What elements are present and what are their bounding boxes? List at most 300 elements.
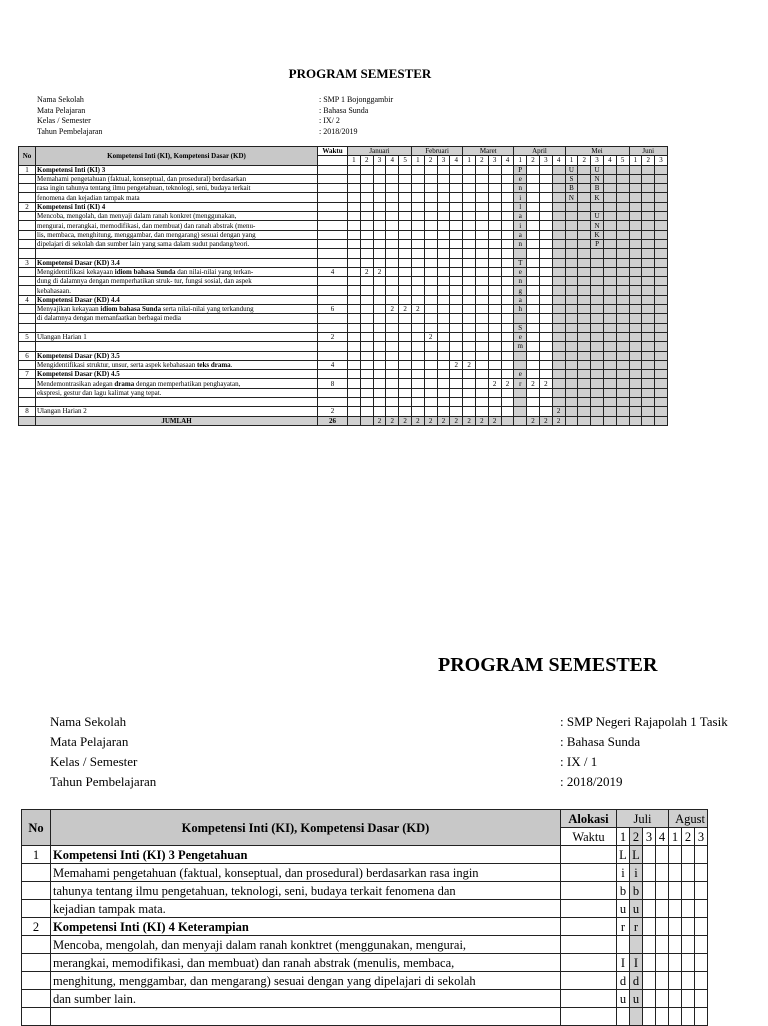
- week-cell: [360, 416, 373, 425]
- row-text: [51, 1008, 561, 1026]
- week-cell: [450, 193, 463, 202]
- week-cell: [552, 314, 565, 323]
- week-cell: m: [514, 342, 527, 351]
- week-cell: [399, 332, 412, 341]
- week-cell: N: [591, 221, 604, 230]
- row-waktu: [318, 277, 348, 286]
- row-waktu: [318, 286, 348, 295]
- week-cell: [603, 351, 616, 360]
- week-cell: b: [617, 882, 630, 900]
- week-cell: [642, 360, 655, 369]
- week-cell: [399, 370, 412, 379]
- week-cell: [488, 305, 501, 314]
- week-cell: [463, 267, 476, 276]
- week-cell: [578, 332, 591, 341]
- header-waktu-blank: [318, 156, 348, 165]
- meta-row: [50, 712, 728, 732]
- meta-value: : Bahasa Sunda: [319, 105, 369, 115]
- week-cell: [578, 267, 591, 276]
- text-pre: Mendemontrasikan adegan: [37, 379, 115, 388]
- row-text: lis, membaca, menghitung, menggambar, dan mengarang) sesuai dengan yang: [36, 230, 318, 239]
- week-cell: [373, 370, 386, 379]
- doc2-table: [21, 809, 708, 1026]
- week-number: 4: [386, 156, 399, 165]
- week-cell: [348, 332, 361, 341]
- week-cell: [578, 212, 591, 221]
- week-cell: [386, 360, 399, 369]
- week-number: 5: [399, 156, 412, 165]
- week-cell: [527, 323, 540, 332]
- week-cell: [411, 370, 424, 379]
- week-cell: [565, 351, 578, 360]
- table-row: [19, 295, 668, 304]
- row-waktu: [318, 323, 348, 332]
- week-cell: [565, 295, 578, 304]
- week-cell: [629, 388, 642, 397]
- row-no: [19, 221, 36, 230]
- week-cell: [629, 258, 642, 267]
- week-cell: [616, 398, 629, 407]
- week-cell: [539, 193, 552, 202]
- week-cell: [656, 1008, 669, 1026]
- table-row: [19, 267, 668, 276]
- meta-value: : 2018/2019: [560, 774, 623, 789]
- week-cell: [348, 258, 361, 267]
- week-cell: [642, 407, 655, 416]
- week-number: 3: [655, 156, 668, 165]
- week-cell: [411, 193, 424, 202]
- week-cell: a: [514, 230, 527, 239]
- week-cell: [348, 267, 361, 276]
- week-cell: [552, 351, 565, 360]
- meta-label: Kelas / Semester: [37, 116, 91, 125]
- week-cell: [411, 212, 424, 221]
- week-cell: [475, 184, 488, 193]
- week-cell: [424, 239, 437, 248]
- week-cell: [424, 165, 437, 174]
- week-cell: [399, 202, 412, 211]
- week-cell: [616, 314, 629, 323]
- week-cell: B: [591, 184, 604, 193]
- week-cell: [475, 370, 488, 379]
- week-cell: [488, 351, 501, 360]
- week-cell: d: [617, 972, 630, 990]
- week-cell: [514, 351, 527, 360]
- row-waktu: [318, 314, 348, 323]
- week-number: 1: [669, 828, 682, 846]
- week-cell: [629, 314, 642, 323]
- week-cell: L: [630, 846, 643, 864]
- week-cell: [348, 342, 361, 351]
- week-cell: [360, 360, 373, 369]
- week-cell: [360, 165, 373, 174]
- week-cell: 2: [411, 305, 424, 314]
- week-cell: [475, 314, 488, 323]
- table-row: [19, 202, 668, 211]
- week-cell: [616, 305, 629, 314]
- week-cell: [450, 258, 463, 267]
- row-waktu: [318, 370, 348, 379]
- row-text: kejadian tampak mata.: [51, 900, 561, 918]
- row-text: Kompetensi Inti (KI) 3 Pengetahuan: [51, 846, 561, 864]
- week-cell: [348, 323, 361, 332]
- week-cell: [578, 174, 591, 183]
- week-cell: [629, 239, 642, 248]
- week-cell: [539, 221, 552, 230]
- meta-label: Tahun Pembelajaran: [50, 774, 157, 789]
- week-cell: [488, 184, 501, 193]
- header-kompetensi: Kompetensi Inti (KI), Kompetensi Dasar (KD): [51, 810, 561, 846]
- week-cell: [424, 305, 437, 314]
- week-cell: l: [514, 202, 527, 211]
- week-cell: [616, 360, 629, 369]
- week-cell: [695, 846, 708, 864]
- row-no: [19, 388, 36, 397]
- week-cell: [463, 398, 476, 407]
- row-text: Kompetensi Dasar (KD) 3.4: [36, 258, 318, 267]
- week-number: 3: [695, 828, 708, 846]
- week-number: 1: [629, 156, 642, 165]
- week-cell: [578, 286, 591, 295]
- row-waktu: 4: [318, 267, 348, 276]
- week-cell: [617, 1008, 630, 1026]
- week-cell: 2: [386, 305, 399, 314]
- week-cell: [488, 277, 501, 286]
- week-cell: [399, 174, 412, 183]
- table-row: [19, 305, 668, 314]
- meta-row: [50, 752, 728, 772]
- week-cell: [603, 202, 616, 211]
- week-cell: [373, 249, 386, 258]
- week-cell: [629, 360, 642, 369]
- week-cell: [642, 351, 655, 360]
- week-cell: [437, 398, 450, 407]
- week-cell: [552, 184, 565, 193]
- header-alokasi: Alokasi: [561, 810, 617, 828]
- week-cell: [450, 351, 463, 360]
- week-cell: [424, 351, 437, 360]
- week-cell: [424, 314, 437, 323]
- week-cell: [360, 295, 373, 304]
- week-cell: [527, 221, 540, 230]
- week-cell: [656, 954, 669, 972]
- row-waktu: 4: [318, 360, 348, 369]
- week-cell: [373, 295, 386, 304]
- table-row: [22, 864, 708, 882]
- week-cell: [642, 212, 655, 221]
- row-waktu: [318, 351, 348, 360]
- week-cell: [411, 351, 424, 360]
- week-cell: L: [617, 846, 630, 864]
- week-cell: [424, 184, 437, 193]
- week-cell: [695, 954, 708, 972]
- week-cell: [603, 370, 616, 379]
- week-cell: [463, 379, 476, 388]
- week-cell: [399, 230, 412, 239]
- week-cell: [642, 193, 655, 202]
- row-no: [19, 305, 36, 314]
- week-cell: [514, 407, 527, 416]
- week-cell: [399, 258, 412, 267]
- week-cell: K: [591, 193, 604, 202]
- week-cell: [603, 277, 616, 286]
- week-cell: [373, 314, 386, 323]
- week-cell: [386, 239, 399, 248]
- week-cell: [629, 277, 642, 286]
- week-cell: [437, 212, 450, 221]
- week-cell: r: [514, 379, 527, 388]
- week-cell: [591, 249, 604, 258]
- week-cell: [643, 918, 656, 936]
- week-cell: [437, 174, 450, 183]
- week-cell: [399, 388, 412, 397]
- meta-row: [37, 106, 393, 117]
- week-cell: [565, 314, 578, 323]
- week-cell: [527, 407, 540, 416]
- week-cell: [399, 286, 412, 295]
- week-cell: 2: [373, 267, 386, 276]
- row-no: 3: [19, 258, 36, 267]
- row-no: [19, 277, 36, 286]
- week-cell: [616, 230, 629, 239]
- week-cell: [463, 332, 476, 341]
- week-cell: [501, 184, 514, 193]
- week-cell: d: [630, 972, 643, 990]
- week-cell: [399, 351, 412, 360]
- week-cell: [360, 407, 373, 416]
- week-cell: [475, 295, 488, 304]
- week-cell: [450, 239, 463, 248]
- week-cell: [514, 249, 527, 258]
- week-cell: [591, 295, 604, 304]
- header-month: Januari: [348, 147, 412, 156]
- week-cell: I: [617, 954, 630, 972]
- week-cell: [552, 258, 565, 267]
- row-text: merangkai, memodifikasi, dan membuat) dan ranah abstrak (menulis, membaca,: [51, 954, 561, 972]
- week-cell: [603, 416, 616, 425]
- week-cell: [501, 342, 514, 351]
- week-cell: [642, 398, 655, 407]
- week-cell: [603, 398, 616, 407]
- week-cell: [629, 165, 642, 174]
- week-cell: [373, 277, 386, 286]
- week-cell: [655, 351, 668, 360]
- row-text: dung di dalamnya dengan memperhatikan struk- tur, fungsi sosial, dan aspek: [36, 277, 318, 286]
- week-cell: [488, 239, 501, 248]
- week-number: 4: [552, 156, 565, 165]
- week-cell: u: [630, 900, 643, 918]
- week-cell: [373, 342, 386, 351]
- meta-value: : IX / 1: [560, 754, 598, 769]
- week-cell: [501, 277, 514, 286]
- week-cell: [539, 342, 552, 351]
- week-cell: 2: [463, 360, 476, 369]
- week-cell: 2: [463, 416, 476, 425]
- week-cell: [501, 305, 514, 314]
- week-cell: [616, 351, 629, 360]
- week-cell: [527, 295, 540, 304]
- row-no: 1: [19, 165, 36, 174]
- table-row: [22, 846, 708, 864]
- row-no: 2: [19, 202, 36, 211]
- row-text: ekspresi, gestur dan lagu kalimat yang tepat.: [36, 388, 318, 397]
- week-cell: i: [630, 864, 643, 882]
- week-cell: [527, 174, 540, 183]
- week-cell: [591, 267, 604, 276]
- week-cell: [539, 314, 552, 323]
- week-cell: [578, 239, 591, 248]
- week-cell: [616, 277, 629, 286]
- week-cell: [603, 342, 616, 351]
- week-cell: [488, 342, 501, 351]
- week-cell: [695, 918, 708, 936]
- week-cell: [682, 954, 695, 972]
- week-cell: [527, 370, 540, 379]
- week-cell: [539, 323, 552, 332]
- week-cell: [552, 277, 565, 286]
- week-cell: U: [565, 165, 578, 174]
- week-cell: [450, 314, 463, 323]
- week-cell: [450, 277, 463, 286]
- week-cell: [552, 202, 565, 211]
- row-waktu: [318, 174, 348, 183]
- week-cell: [450, 267, 463, 276]
- week-cell: [629, 193, 642, 202]
- week-cell: S: [514, 323, 527, 332]
- week-number: 4: [450, 156, 463, 165]
- week-cell: [348, 277, 361, 286]
- week-cell: [411, 202, 424, 211]
- week-cell: [603, 360, 616, 369]
- week-cell: [655, 202, 668, 211]
- week-cell: i: [514, 221, 527, 230]
- week-cell: [488, 165, 501, 174]
- week-cell: [565, 398, 578, 407]
- week-cell: [475, 351, 488, 360]
- header-row: [22, 810, 708, 828]
- week-cell: [655, 416, 668, 425]
- week-cell: [643, 954, 656, 972]
- week-cell: [450, 398, 463, 407]
- week-cell: [539, 184, 552, 193]
- header-kompetensi: Kompetensi Inti (KI), Kompetensi Dasar (KD): [36, 147, 318, 166]
- week-cell: [616, 267, 629, 276]
- week-cell: [629, 332, 642, 341]
- week-cell: [539, 249, 552, 258]
- week-cell: [348, 314, 361, 323]
- week-cell: [552, 323, 565, 332]
- week-cell: [501, 212, 514, 221]
- week-cell: [669, 900, 682, 918]
- week-cell: [539, 370, 552, 379]
- week-cell: [360, 314, 373, 323]
- table-row: [22, 1008, 708, 1026]
- row-no: 6: [19, 351, 36, 360]
- week-cell: u: [630, 990, 643, 1008]
- week-cell: [437, 258, 450, 267]
- row-no: [22, 882, 51, 900]
- week-cell: [655, 305, 668, 314]
- week-cell: [616, 370, 629, 379]
- week-cell: [348, 230, 361, 239]
- week-cell: [424, 267, 437, 276]
- week-cell: [669, 990, 682, 1008]
- week-cell: [463, 370, 476, 379]
- row-no: [19, 314, 36, 323]
- week-cell: [695, 990, 708, 1008]
- text-post: serta nilai-nilai yang terkandung: [161, 305, 254, 314]
- week-cell: [348, 370, 361, 379]
- week-cell: [527, 230, 540, 239]
- week-cell: [373, 305, 386, 314]
- row-no: [19, 267, 36, 276]
- week-cell: [682, 864, 695, 882]
- row-text: [36, 305, 318, 314]
- week-cell: [695, 864, 708, 882]
- week-cell: [360, 184, 373, 193]
- row-text: [36, 342, 318, 351]
- week-cell: [501, 370, 514, 379]
- week-cell: [475, 323, 488, 332]
- week-cell: e: [514, 267, 527, 276]
- week-cell: [603, 165, 616, 174]
- table-row: [19, 351, 668, 360]
- meta-row: [37, 95, 393, 106]
- week-cell: [386, 332, 399, 341]
- row-no: [22, 972, 51, 990]
- week-cell: [552, 286, 565, 295]
- week-cell: [591, 286, 604, 295]
- row-waktu: 8: [318, 379, 348, 388]
- week-cell: [630, 1008, 643, 1026]
- week-cell: n: [514, 239, 527, 248]
- week-cell: [437, 267, 450, 276]
- week-cell: [411, 184, 424, 193]
- week-cell: [411, 267, 424, 276]
- week-cell: [411, 332, 424, 341]
- week-cell: [591, 258, 604, 267]
- week-cell: [591, 305, 604, 314]
- text-post: dengan memperhatikan penghayatan,: [134, 379, 241, 388]
- week-cell: 2: [399, 305, 412, 314]
- week-cell: [411, 379, 424, 388]
- week-cell: [348, 295, 361, 304]
- week-cell: [501, 398, 514, 407]
- week-cell: [655, 398, 668, 407]
- week-cell: [437, 305, 450, 314]
- week-cell: [565, 323, 578, 332]
- week-cell: [552, 267, 565, 276]
- week-cell: [373, 212, 386, 221]
- week-cell: [642, 286, 655, 295]
- week-cell: [642, 305, 655, 314]
- week-cell: [655, 388, 668, 397]
- week-cell: [411, 323, 424, 332]
- row-no: [22, 1008, 51, 1026]
- week-cell: [399, 314, 412, 323]
- week-cell: [578, 398, 591, 407]
- week-cell: 2: [552, 416, 565, 425]
- week-cell: [539, 258, 552, 267]
- week-cell: [578, 388, 591, 397]
- week-cell: P: [514, 165, 527, 174]
- week-cell: [616, 174, 629, 183]
- meta-row: [50, 772, 728, 792]
- row-waktu: [561, 972, 617, 990]
- week-cell: [463, 295, 476, 304]
- week-cell: [669, 882, 682, 900]
- row-text: Kompetensi Inti (KI) 4 Keterampian: [51, 918, 561, 936]
